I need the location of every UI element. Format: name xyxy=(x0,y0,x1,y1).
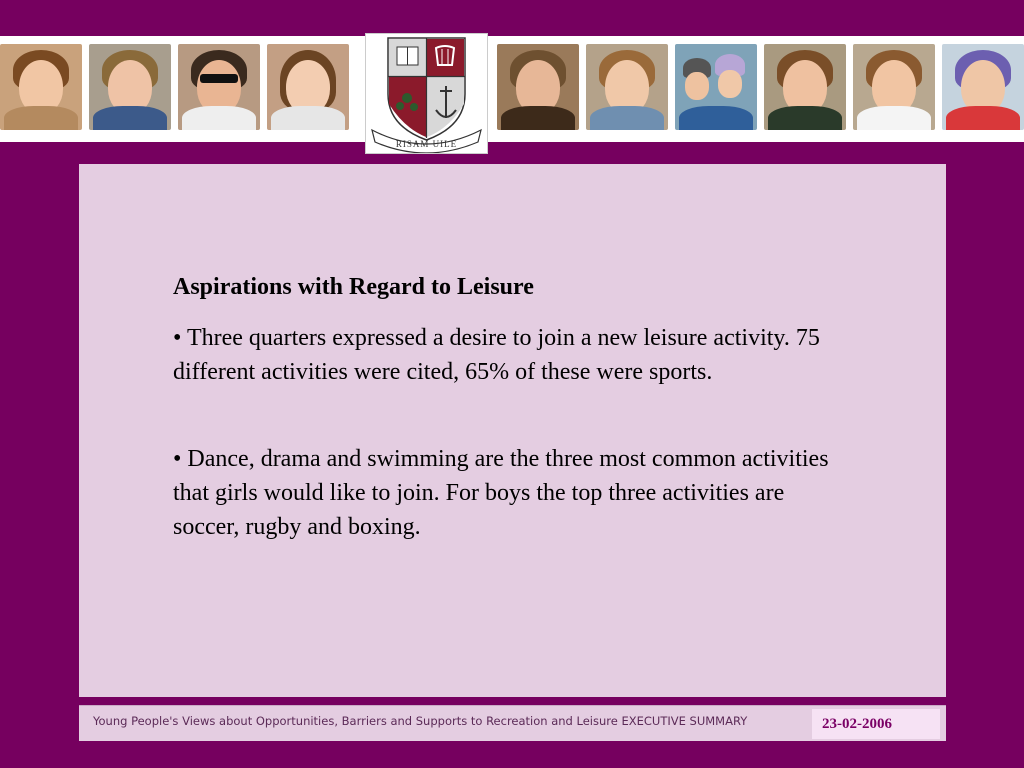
photo-boy-smiling xyxy=(764,44,846,130)
slide-date: 23-02-2006 xyxy=(822,716,892,732)
photo-children-helmets xyxy=(675,44,757,130)
svg-text:RISAM UILE: RISAM UILE xyxy=(395,139,458,149)
photo-girl-laughing xyxy=(89,44,171,130)
photo-girl-smiling-2 xyxy=(586,44,668,130)
slide-content-panel xyxy=(79,164,946,697)
photo-girl-helmet xyxy=(942,44,1024,130)
bullet-leisure-desire: • Three quarters expressed a desire to join a new leisure activity. 75 different activities were cited, 65% of these were sports. xyxy=(173,325,820,385)
photo-boy-looking-down xyxy=(497,44,579,130)
bullet-common-activities: • Dance, drama and swimming are the three most common activities that girls would like to join. For boys the top three activities are soccer, rugby and boxing. xyxy=(173,446,829,540)
photo-boy-grinning xyxy=(853,44,935,130)
footer-title: Young People's Views about Opportunities, Barriers and Supports to Recreation and Leisure EXECUTIVE SUMMARY xyxy=(93,714,748,728)
photo-girl-smiling xyxy=(0,44,82,130)
school-crest xyxy=(365,33,488,154)
photo-boy-sunglasses xyxy=(178,44,260,130)
footer-bar xyxy=(79,705,946,741)
photo-banner xyxy=(0,36,1024,142)
slide-heading: Aspirations with Regard to Leisure xyxy=(173,274,534,300)
photo-girl-portrait xyxy=(267,44,349,130)
date-box xyxy=(812,709,940,739)
crest-shield-icon xyxy=(366,34,487,153)
